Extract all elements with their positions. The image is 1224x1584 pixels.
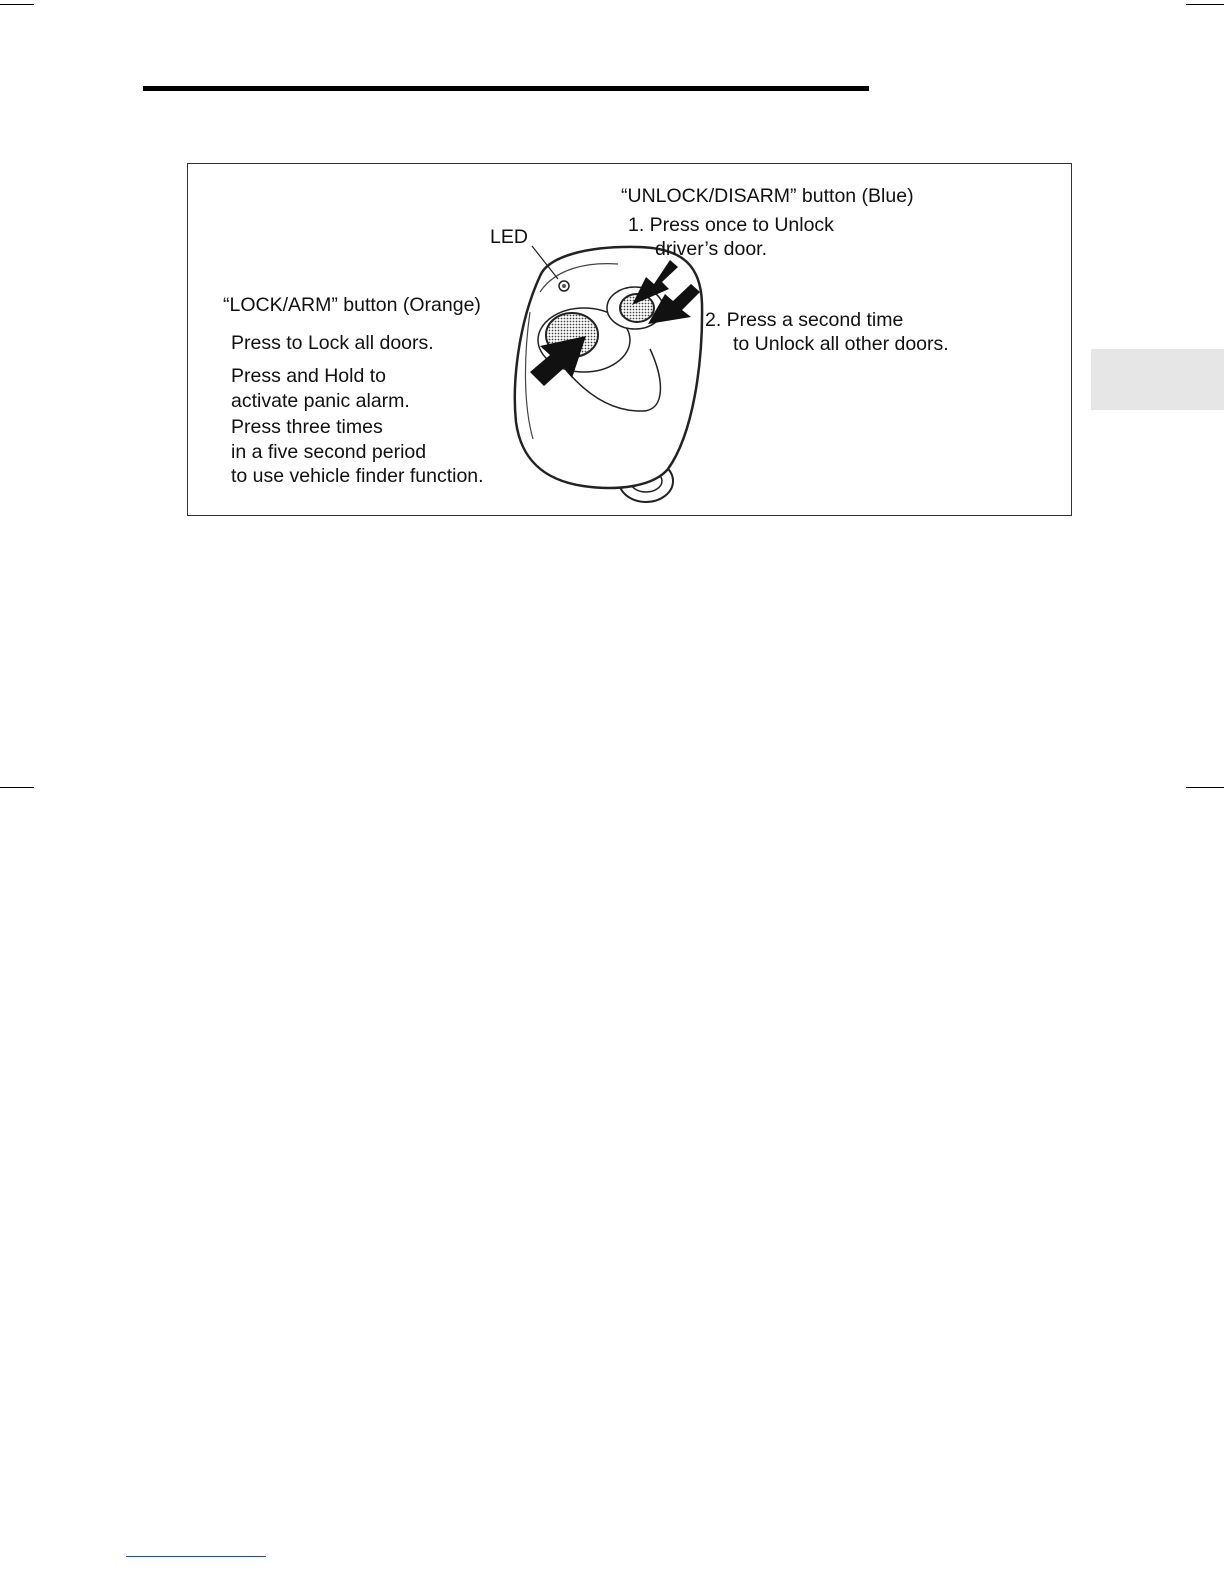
crop-mark-mid-left <box>0 787 34 788</box>
crop-mark-top-left <box>0 4 34 5</box>
unlock-step1-line2: driver’s door. <box>655 238 768 260</box>
lock-line1: Press to Lock all doors. <box>231 332 434 354</box>
unlock-step2-line1: 2. Press a second time <box>705 309 904 331</box>
unlock-button-title: “UNLOCK/DISARM” button (Blue) <box>621 185 914 207</box>
lock-line6: to use vehicle finder function. <box>231 465 484 487</box>
crop-mark-mid-right <box>1186 787 1224 788</box>
lock-button-title: “LOCK/ARM” button (Orange) <box>223 294 481 316</box>
crop-mark-top-right <box>1186 4 1224 5</box>
led-label: LED <box>490 226 528 248</box>
header-rule <box>143 86 869 91</box>
lock-line4: Press three times <box>231 416 383 438</box>
keyfob-figure <box>187 163 1072 516</box>
footer-link-underline[interactable] <box>126 1556 266 1557</box>
lock-line2: Press and Hold to <box>231 365 387 387</box>
lock-line5: in a five second period <box>231 441 427 463</box>
lock-line3: activate panic alarm. <box>231 390 410 412</box>
unlock-step2-line2: to Unlock all other doors. <box>733 333 949 355</box>
unlock-step1-line1: 1. Press once to Unlock <box>628 214 834 236</box>
section-tab <box>1091 349 1224 410</box>
